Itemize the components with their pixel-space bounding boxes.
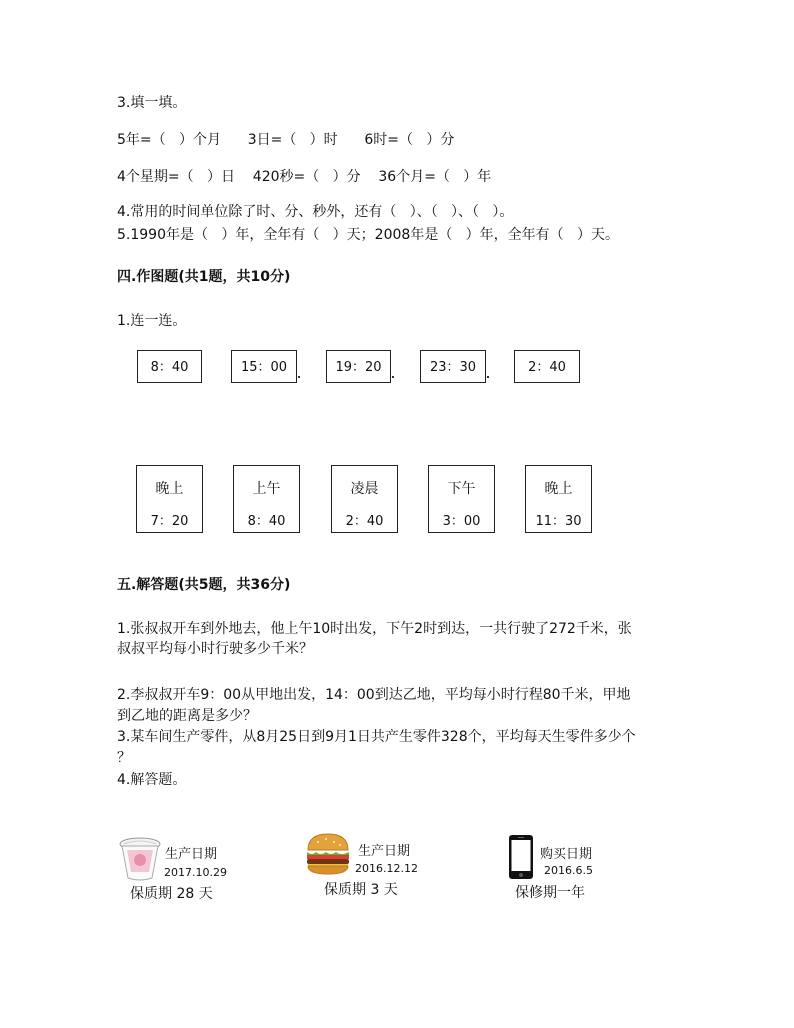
connect-dot [298,376,300,378]
connect-dot [487,376,489,378]
period-card-1 [136,465,203,533]
period-time: 2：40 [345,514,384,529]
yogurt-cup-icon [118,836,162,882]
section5-q4: 4.解答题。 [117,772,187,788]
time-box-3: 19：20 [326,350,391,383]
section5-q1-line2: 叔叔平均每小时行驶多少千米？ [117,641,313,657]
burger-icon [304,832,352,876]
purchase-date: 2016.6.5 [544,864,593,877]
shelf-life-note: 保质期 28 天 [130,886,213,902]
period-time: 3：00 [442,514,481,529]
period-card-4 [428,465,495,533]
time-box-4: 23：30 [420,350,486,383]
period-time: 11：30 [535,514,582,529]
time-box-1: 8：40 [137,350,202,383]
section5-q3-line2: ？ [117,750,131,766]
period-label: 晚上 [544,481,573,497]
period-card-3 [331,465,398,533]
period-card-5 [525,465,592,533]
section5-q2-line2: 到乙地的距离是多少？ [117,708,257,724]
section3-row2: 4个星期=（ ）日 420秒=（ ）分 36个月=（ ）年 [117,169,492,185]
period-label: 下午 [447,481,476,497]
period-time: 7：20 [150,514,189,529]
section5-heading: 五.解答题(共5题，共36分) [117,577,291,593]
section3-title: 3.填一填。 [117,95,187,111]
section4-heading: 四.作图题(共1题，共10分) [117,269,291,285]
production-date-label: 生产日期 [358,844,411,859]
period-label: 凌晨 [350,481,379,497]
time-box-5: 2：40 [514,350,580,383]
section3-question4: 4.常用的时间单位除了时、分、秒外，还有（ ）、（ ）、（ ）。 [117,204,514,220]
phone-icon [508,834,534,880]
warranty-note: 保修期一年 [515,885,585,901]
period-label: 上午 [252,481,281,497]
section5-q2-line1: 2.李叔叔开车9：00从甲地出发，14：00到达乙地，平均每小时行程80千米，甲地 [117,687,631,703]
section3-row1: 5年=（ ）个月 3日=（ ）时 6时=（ ）分 [117,132,455,148]
shelf-life-note: 保质期 3 天 [324,882,398,898]
time-box-2: 15：00 [231,350,297,383]
period-label: 晚上 [155,481,184,497]
production-date: 2016.12.12 [355,862,418,875]
production-date: 2017.10.29 [164,866,227,879]
section3-question5: 5.1990年是（ ）年，全年有（ ）天；2008年是（ ）年，全年有（ ）天。 [117,227,620,243]
connect-dot [392,376,394,378]
purchase-date-label: 购买日期 [540,847,593,862]
section5-q3-line1: 3.某车间生产零件，从8月25日到9月1日共产生零件328个，平均每天生零件多少个 [117,729,636,745]
period-card-2 [233,465,300,533]
section5-q1-line1: 1.张叔叔开车到外地去，他上午10时出发，下午2时到达，一共行驶了272千米，张 [117,621,632,637]
production-date-label: 生产日期 [165,847,218,862]
section4-question1: 1.连一连。 [117,313,187,329]
period-time: 8：40 [247,514,286,529]
